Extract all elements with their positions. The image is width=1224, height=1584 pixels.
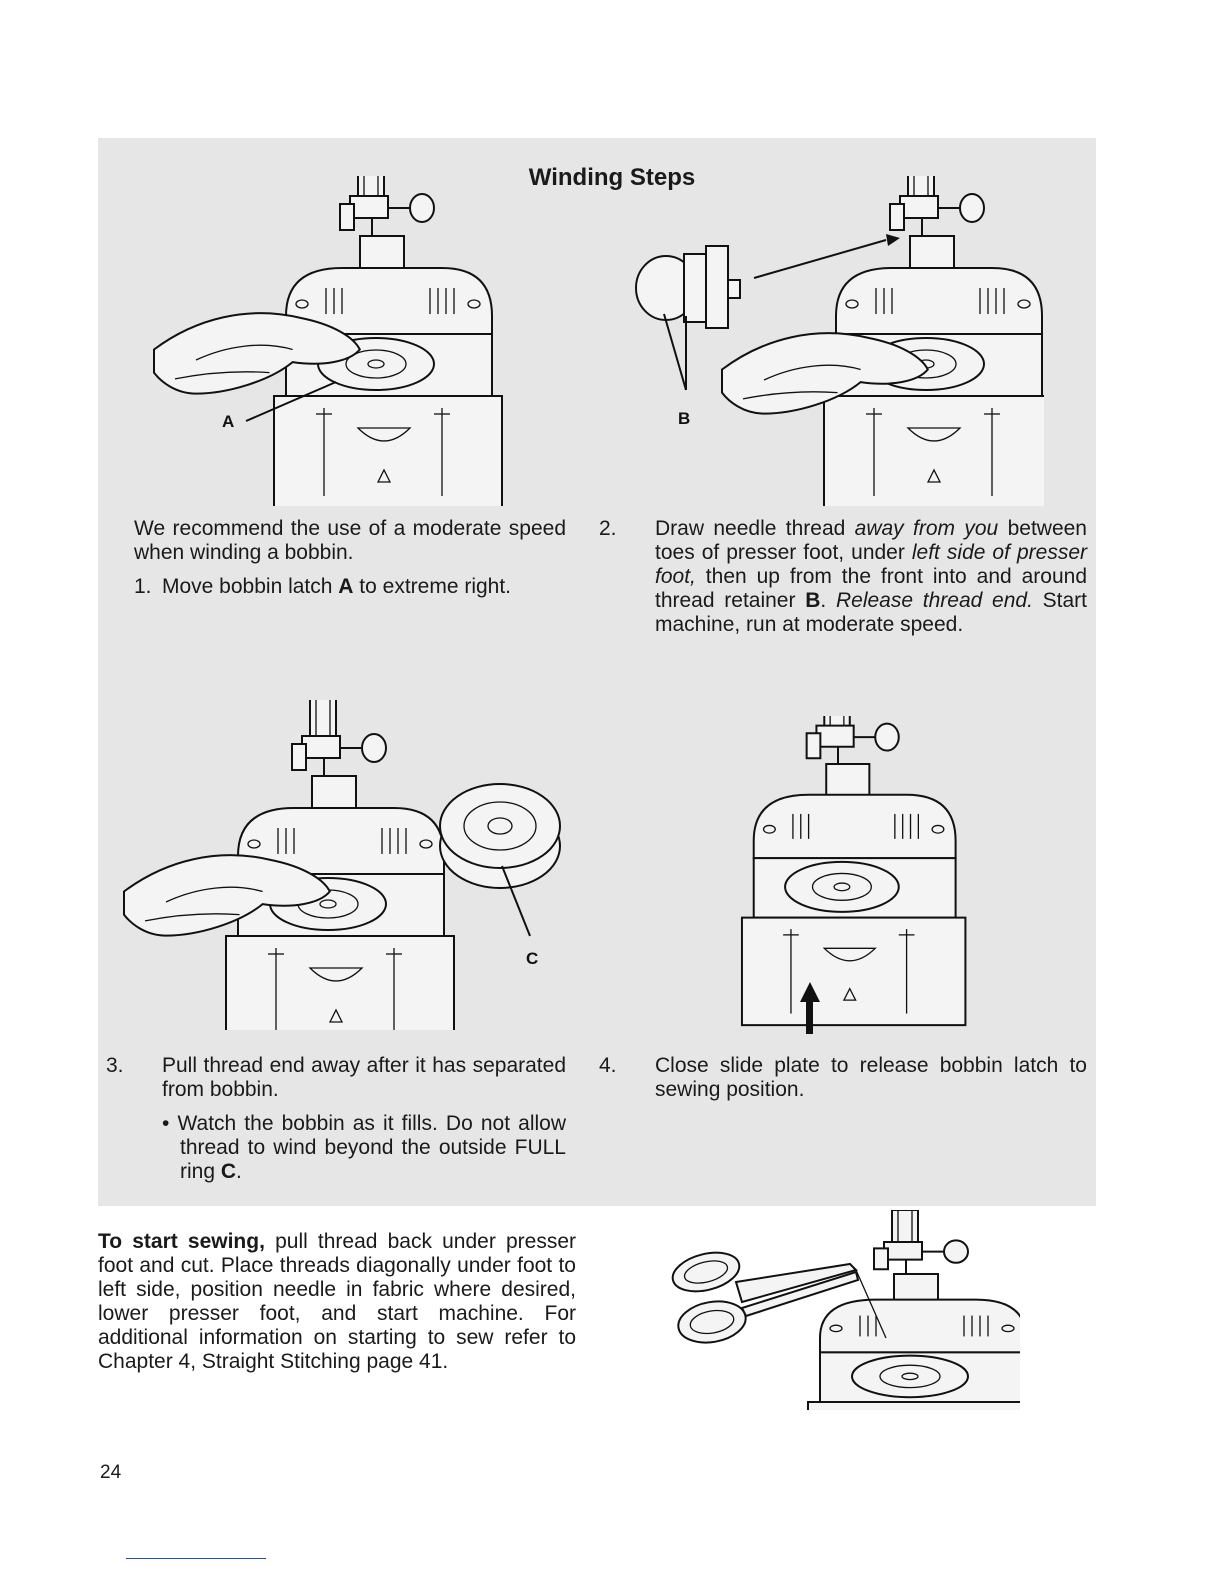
page-number: 24 <box>100 1462 122 1483</box>
step-1: 1. Move bobbin latch A to extreme right. <box>134 575 512 598</box>
step-3: 3. Pull thread end away after it has separated from bobbin. <box>106 1054 566 1101</box>
start-sewing-text: To start sewing, pull thread back under presser foot and cut. Place threads diagonally under foot to left side, position needle in fabric where desired, lower presser foot, and start machine. For additional information on starting to sew refer to Chapter 4, Straight Stitching page 41. <box>98 1230 576 1373</box>
step-1-text <box>134 517 566 599</box>
label-a: A <box>222 412 235 431</box>
intro-text: We recommend the use of a moderate speed when winding a bobbin. <box>134 517 566 564</box>
page-title: Winding Steps <box>528 164 696 191</box>
figure-step-2 <box>624 176 1044 506</box>
figure-step-4 <box>740 716 970 1036</box>
step-3-bullet: • Watch the bobbin as it fills. Do not allow thread to wind beyond the outside FULL ring C. <box>162 1112 566 1183</box>
footer-rule <box>126 1558 266 1559</box>
label-b: B <box>678 409 691 428</box>
step-2-text: 2. Draw needle thread away from you between toes of presser foot, under left side of presser foot, then up from the front into and around thread retainer B. Release thread end. Start machine, run at moderate speed. <box>599 517 1087 636</box>
figure-step-1 <box>146 176 506 506</box>
figure-scissors <box>660 1210 1020 1410</box>
label-c: C <box>526 949 539 968</box>
step-4-text: 4. Close slide plate to release bobbin latch to sewing position. <box>599 1054 1087 1101</box>
step-3-text <box>106 1054 566 1184</box>
figure-step-3 <box>120 700 580 1030</box>
